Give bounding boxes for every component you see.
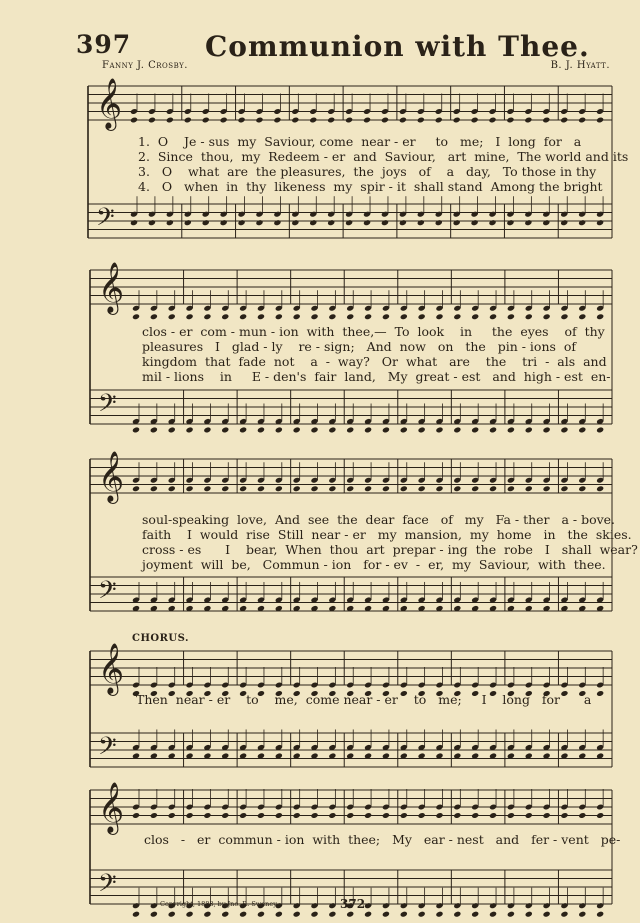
system-2-treble-note: [578, 313, 586, 320]
system-5-bass-note: [221, 911, 229, 918]
system-5-treble-note: [328, 812, 336, 819]
system-5-treble-note: [400, 812, 408, 819]
system-1-treble-note: [238, 117, 246, 124]
system-5-treble-note: [543, 812, 551, 819]
system-1-treble-note: [471, 117, 479, 124]
system-5-bass-note: [168, 911, 176, 918]
system-5-treble-note: [239, 812, 247, 819]
composer-credit: B. J. Hyatt.: [550, 60, 610, 71]
system-1-bass-note: [327, 219, 335, 226]
system-5-bass-clef: 𝄢: [98, 868, 117, 903]
verse-2-line-3: faith I would rise Still near - er my mansion, my home in the skies.: [142, 527, 632, 542]
system-5-bass-note: [471, 911, 479, 918]
system-3-treble-note: [543, 485, 551, 492]
system-2-bass-note: [311, 427, 319, 434]
verse-2-line-2: pleasures I glad - ly re - sign; And now on the pin - ions of: [142, 339, 577, 354]
system-1-treble-note: [327, 117, 335, 124]
copyright-notice: Copyright, 1888, by Jno. R. Sweney.: [160, 900, 279, 908]
system-5-treble-note: [132, 812, 140, 819]
system-1-bass-note: [471, 219, 479, 226]
system-2-bass-note: [328, 427, 336, 434]
system-5-treble-clef: 𝄞: [98, 782, 125, 833]
verse-1-line-1: 1. O Je - sus my Saviour, come near - er to me; I long for a: [138, 134, 582, 149]
system-2-bass-note: [150, 427, 158, 434]
system-3-treble-note: [275, 485, 283, 492]
system-3-treble-note: [132, 485, 140, 492]
system-1-treble-note: [417, 117, 425, 124]
system-5-treble-note: [311, 812, 319, 819]
chorus-line-2: clos - er commun - ion with thee; My ear - nest and fer - vent pe-: [144, 832, 621, 847]
system-1-bass-note: [363, 219, 371, 226]
system-5-treble-note: [364, 812, 372, 819]
system-2-treble-note: [203, 313, 211, 320]
system-2-bass-note: [400, 427, 408, 434]
verse-4-line-1: 4. O when in thy likeness my spir - it shall stand Among the bright: [138, 179, 603, 194]
system-5-treble-note: [507, 812, 515, 819]
system-5-bass-note: [203, 911, 211, 918]
system-1-treble-note: [578, 117, 586, 124]
system-2-treble-note: [560, 313, 568, 320]
system-5-bass-note: [346, 911, 354, 918]
system-2-bass-note: [203, 427, 211, 434]
system-1-bass-note: [184, 219, 192, 226]
system-2-bass-note: [543, 427, 551, 434]
system-2-bass-note: [507, 427, 515, 434]
verse-3-line-2: kingdom that fade not a - way? Or what are the tri - als and: [142, 354, 607, 369]
system-2-treble-note: [453, 313, 461, 320]
hymn-number: 397: [76, 30, 132, 59]
system-1-bass-note: [381, 219, 389, 226]
system-2-treble-note: [328, 313, 336, 320]
system-5-bass-note: [560, 911, 568, 918]
system-5-bass-note: [525, 911, 533, 918]
system-2-treble-note: [471, 313, 479, 320]
system-5-treble-note: [150, 812, 158, 819]
system-5-bass-note: [507, 911, 515, 918]
system-1-treble-note: [309, 117, 317, 124]
system-5-treble-note: [257, 812, 265, 819]
system-3-treble-note: [221, 485, 229, 492]
system-5-bass-note: [435, 911, 443, 918]
system-3-treble-note: [168, 485, 176, 492]
system-2-bass-clef: 𝄢: [98, 388, 117, 423]
system-1-bass-note: [220, 219, 228, 226]
system-2-bass-note: [239, 427, 247, 434]
system-1-bass-clef: 𝄢: [96, 202, 115, 237]
system-5-bass-note: [400, 911, 408, 918]
system-5-bass-note: [543, 911, 551, 918]
system-2-treble-note: [257, 313, 265, 320]
chorus-label: CHORUS.: [132, 633, 189, 644]
system-1-treble-note: [560, 117, 568, 124]
system-3-treble-note: [203, 485, 211, 492]
system-2-treble-note: [489, 313, 497, 320]
system-1-bass-note: [273, 219, 281, 226]
system-5-bass-note: [453, 911, 461, 918]
system-2-bass-note: [453, 427, 461, 434]
system-2-treble-note: [400, 313, 408, 320]
system-2-bass-note: [596, 427, 604, 434]
system-5-treble-note: [275, 812, 283, 819]
system-1-bass-note: [489, 219, 497, 226]
system-1-treble-note: [202, 117, 210, 124]
system-1-treble-note: [596, 117, 604, 124]
system-3-treble-note: [525, 485, 533, 492]
system-5-bass-note: [132, 911, 140, 918]
system-2-bass-note: [293, 427, 301, 434]
system-1-treble-note: [435, 117, 443, 124]
system-1-bass-note: [542, 219, 550, 226]
system-5-bass-note: [150, 911, 158, 918]
system-5-treble-note: [346, 812, 354, 819]
verse-3-line-1: 3. O what are the pleasures, the joys of a day, To those in thy: [138, 164, 597, 179]
system-1-treble-clef: 𝄞: [96, 78, 123, 129]
system-2-treble-note: [435, 313, 443, 320]
system-5-treble-note: [221, 812, 229, 819]
system-1-bass-note: [596, 219, 604, 226]
system-5-treble-note: [471, 812, 479, 819]
system-5-bass-note: [418, 911, 426, 918]
system-1-treble-note: [291, 117, 299, 124]
author-credit: Fanny J. Crosby.: [102, 60, 188, 71]
system-5-bass-note: [578, 911, 586, 918]
verse-2-line-1: 2. Since thou, my Redeem - er and Saviour, art mine, The world and its: [138, 149, 629, 164]
system-1-bass-note: [291, 219, 299, 226]
system-5-bass-note: [382, 911, 390, 918]
system-1-treble-note: [399, 117, 407, 124]
system-3-treble-note: [186, 485, 194, 492]
system-5-treble-note: [435, 812, 443, 819]
system-2-treble-note: [346, 313, 354, 320]
system-3-treble-note: [489, 485, 497, 492]
system-1-bass-note: [417, 219, 425, 226]
system-3-treble-note: [382, 485, 390, 492]
system-2-bass-note: [168, 427, 176, 434]
system-1-treble-note: [363, 117, 371, 124]
system-5-treble-note: [578, 812, 586, 819]
system-2-treble-note: [596, 313, 604, 320]
system-1-bass-note: [345, 219, 353, 226]
system-2-treble-note: [150, 313, 158, 320]
system-2-treble-note: [543, 313, 551, 320]
system-1-bass-note: [506, 219, 514, 226]
system-3-treble-note: [346, 485, 354, 492]
verse-1-line-3: soul-speaking love, And see the dear face of my Fa - ther a - bove.: [142, 512, 616, 527]
system-1-bass-note: [202, 219, 210, 226]
system-1-bass-note: [166, 219, 174, 226]
system-1-treble-note: [148, 117, 156, 124]
system-1-bass-note: [560, 219, 568, 226]
system-4-treble-clef: 𝄞: [98, 643, 125, 694]
system-2-treble-note: [239, 313, 247, 320]
system-2-treble-clef: 𝄞: [98, 262, 125, 313]
system-3-treble-note: [239, 485, 247, 492]
system-5-bass-note: [186, 911, 194, 918]
system-2-bass-note: [257, 427, 265, 434]
system-2-bass-note: [364, 427, 372, 434]
system-1-treble-note: [489, 117, 497, 124]
system-3-treble-note: [596, 485, 604, 492]
system-3-treble-note: [364, 485, 372, 492]
system-5-treble-note: [560, 812, 568, 819]
system-1-bass-note: [238, 219, 246, 226]
system-2-bass-note: [418, 427, 426, 434]
system-2-treble-note: [186, 313, 194, 320]
system-2-treble-note: [221, 313, 229, 320]
verse-3-line-3: cross - es I bear, When thou art prepar - ing the robe I shall wear?: [142, 542, 638, 557]
system-5-bass-note: [328, 911, 336, 918]
system-5-treble-note: [293, 812, 301, 819]
system-3-treble-note: [507, 485, 515, 492]
hymn-title: Communion with Thee.: [205, 30, 590, 63]
system-2-bass-note: [275, 427, 283, 434]
system-3-treble-note: [150, 485, 158, 492]
system-1-bass-note: [524, 219, 532, 226]
system-3-treble-note: [471, 485, 479, 492]
system-2-treble-note: [507, 313, 515, 320]
system-5-bass-note: [364, 911, 372, 918]
system-5-treble-note: [186, 812, 194, 819]
system-5-treble-note: [203, 812, 211, 819]
system-5-bass-note: [489, 911, 497, 918]
page-number: 372: [340, 897, 366, 911]
system-3-treble-note: [311, 485, 319, 492]
system-5-bass-note: [275, 911, 283, 918]
system-3-treble-clef: 𝄞: [98, 451, 125, 502]
system-3-treble-note: [453, 485, 461, 492]
system-1-bass-note: [453, 219, 461, 226]
system-1-treble-note: [255, 117, 263, 124]
system-3-treble-note: [435, 485, 443, 492]
verse-1-line-2: clos - er com - mun - ion with thee,— To look in the eyes of thy: [142, 324, 605, 339]
system-5-bass-note: [239, 911, 247, 918]
system-5-bass-note: [257, 911, 265, 918]
system-2-bass-note: [382, 427, 390, 434]
verse-4-line-2: mil - lions in E - den's fair land, My great - est and high - est en-: [142, 369, 611, 384]
system-1-treble-note: [524, 117, 532, 124]
system-1-treble-note: [166, 117, 174, 124]
system-2-bass-note: [435, 427, 443, 434]
system-1-bass-note: [148, 219, 156, 226]
chorus-line-1: Then near - er to me, come near - er to me; I long for a: [136, 692, 592, 707]
system-2-treble-note: [293, 313, 301, 320]
system-1-treble-note: [453, 117, 461, 124]
system-2-bass-note: [525, 427, 533, 434]
verse-4-line-3: joyment will be, Commun - ion for - ev - er, my Saviour, with thee.: [142, 557, 606, 572]
system-1-bass-note: [130, 219, 138, 226]
system-4-bass-clef: 𝄢: [98, 731, 117, 766]
system-5-treble-note: [382, 812, 390, 819]
system-5-bass-note: [311, 911, 319, 918]
system-3-treble-note: [418, 485, 426, 492]
system-2-treble-note: [168, 313, 176, 320]
system-2-treble-note: [418, 313, 426, 320]
system-5-treble-note: [596, 812, 604, 819]
system-1-treble-note: [220, 117, 228, 124]
system-3-treble-note: [400, 485, 408, 492]
system-2-bass-note: [578, 427, 586, 434]
system-2-bass-note: [489, 427, 497, 434]
system-3-treble-note: [328, 485, 336, 492]
system-2-treble-note: [311, 313, 319, 320]
system-5-treble-note: [418, 812, 426, 819]
system-1-treble-note: [542, 117, 550, 124]
system-2-treble-note: [382, 313, 390, 320]
system-1-bass-note: [578, 219, 586, 226]
system-5-treble-note: [453, 812, 461, 819]
system-1-treble-note: [381, 117, 389, 124]
system-5-treble-note: [168, 812, 176, 819]
system-3-treble-note: [560, 485, 568, 492]
system-1-treble-note: [506, 117, 514, 124]
system-2-bass-note: [471, 427, 479, 434]
system-2-bass-note: [132, 427, 140, 434]
system-1-treble-note: [184, 117, 192, 124]
system-3-treble-note: [578, 485, 586, 492]
system-3-treble-note: [293, 485, 301, 492]
system-3-treble-note: [257, 485, 265, 492]
system-2-treble-note: [364, 313, 372, 320]
system-5-bass-note: [293, 911, 301, 918]
system-1-treble-note: [273, 117, 281, 124]
system-2-treble-note: [275, 313, 283, 320]
system-5-treble-note: [525, 812, 533, 819]
system-2-bass-note: [221, 427, 229, 434]
system-2-bass-note: [186, 427, 194, 434]
system-3-bass-clef: 𝄢: [98, 575, 117, 610]
system-5-bass-note: [596, 911, 604, 918]
system-1-treble-note: [345, 117, 353, 124]
system-2-bass-note: [560, 427, 568, 434]
system-2-bass-note: [346, 427, 354, 434]
system-1-bass-note: [255, 219, 263, 226]
system-4-treble-note: [596, 690, 604, 697]
system-5-treble-note: [489, 812, 497, 819]
system-1-bass-note: [435, 219, 443, 226]
system-1-bass-note: [399, 219, 407, 226]
system-1-treble-note: [130, 117, 138, 124]
system-1-bass-note: [309, 219, 317, 226]
system-2-treble-note: [525, 313, 533, 320]
system-2-treble-note: [132, 313, 140, 320]
